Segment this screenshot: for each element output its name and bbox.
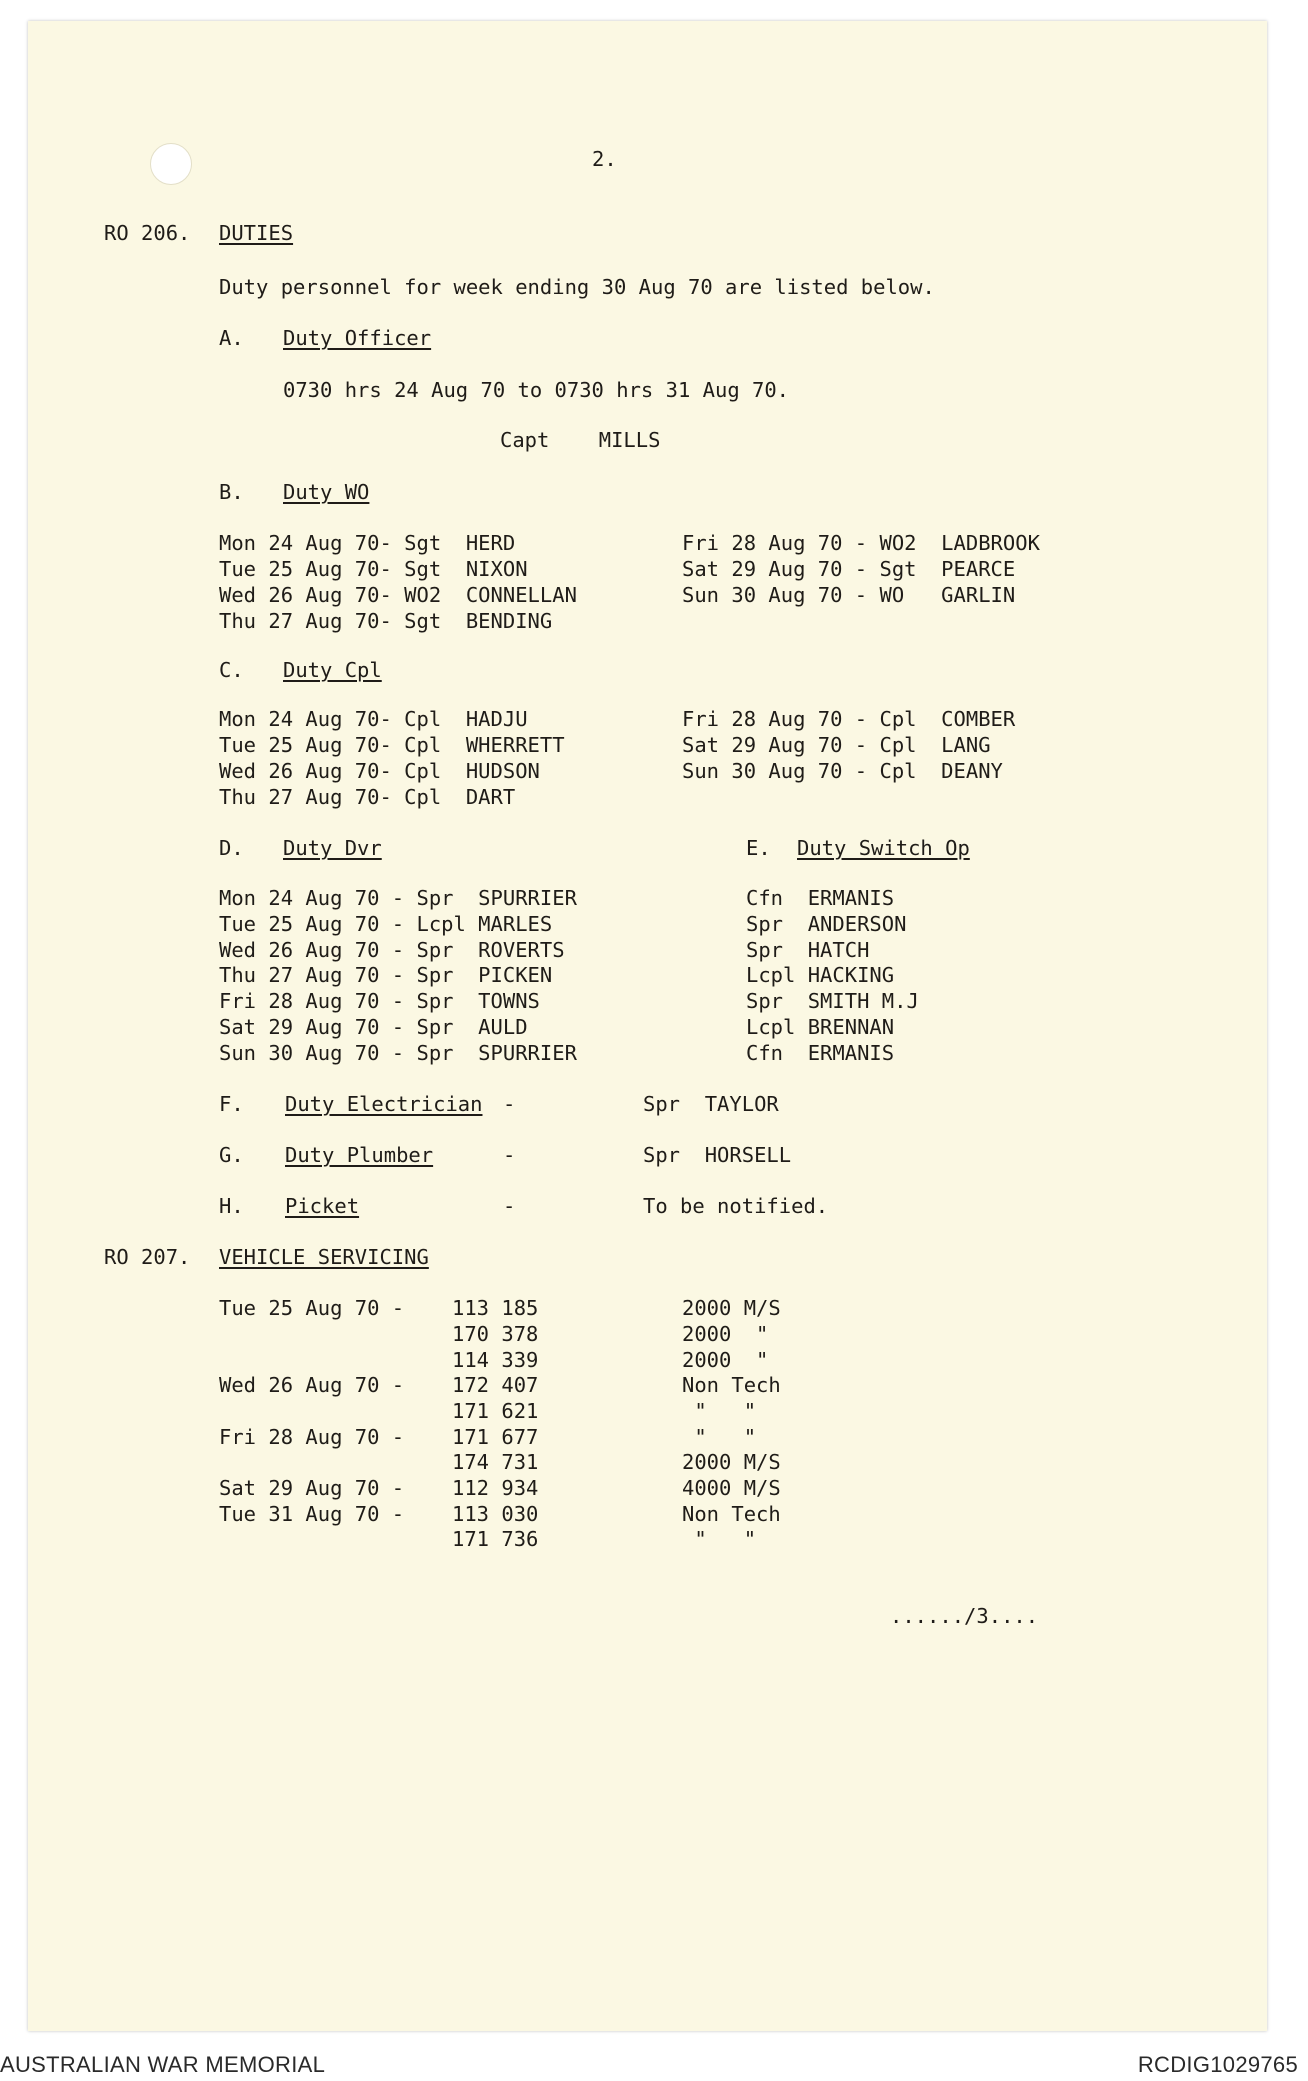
footer-source: AUSTRALIAN WAR MEMORIAL — [0, 2052, 326, 2077]
section-f-dash: - — [503, 1092, 516, 1116]
vehicle-number: 172 407 — [452, 1373, 539, 1397]
section-c-title: Duty Cpl — [283, 658, 382, 682]
duty-switch-op-row: Cfn ERMANIS — [746, 1041, 895, 1065]
service-type: " " — [682, 1399, 757, 1423]
service-type: 2000 M/S — [682, 1450, 781, 1474]
section-d-letter: D. — [219, 836, 244, 860]
picket: To be notified. — [643, 1194, 829, 1218]
vehicle-number: 170 378 — [452, 1322, 539, 1346]
duty-officer-name: Capt MILLS — [500, 428, 661, 452]
ro206-intro: Duty personnel for week ending 30 Aug 70 are listed below. — [219, 275, 935, 299]
punch-hole — [150, 143, 192, 185]
duty-cpl-row: Wed 26 Aug 70- Cpl HUDSON — [219, 759, 540, 783]
duty-wo-row: Sat 29 Aug 70 - Sgt PEARCE — [682, 557, 1016, 581]
section-g-title: Duty Plumber — [285, 1143, 434, 1167]
duty-switch-op-row: Spr ANDERSON — [746, 912, 907, 936]
vehicle-number: 174 731 — [452, 1450, 539, 1474]
vehicle-number: 112 934 — [452, 1476, 539, 1500]
section-h-letter: H. — [219, 1194, 244, 1218]
duty-plumber: Spr HORSELL — [643, 1143, 792, 1167]
service-type: Non Tech — [682, 1373, 781, 1397]
continuation-marker: ....../3.... — [890, 1604, 1039, 1628]
duty-wo-row: Tue 25 Aug 70- Sgt NIXON — [219, 557, 528, 581]
duty-wo-row: Wed 26 Aug 70- WO2 CONNELLAN — [219, 583, 577, 607]
section-c-letter: C. — [219, 658, 244, 682]
duty-wo-row: Fri 28 Aug 70 - WO2 LADBROOK — [682, 531, 1040, 555]
duty-dvr-row: Mon 24 Aug 70 - Spr SPURRIER — [219, 886, 577, 910]
service-type: " " — [682, 1425, 757, 1449]
vehicle-number: 171 736 — [452, 1527, 539, 1551]
vehicle-number: 114 339 — [452, 1348, 539, 1372]
servicing-date: Wed 26 Aug 70 - — [219, 1373, 405, 1397]
service-type: 2000 " — [682, 1322, 769, 1346]
servicing-date: Tue 31 Aug 70 - — [219, 1502, 405, 1526]
servicing-date: Sat 29 Aug 70 - — [219, 1476, 405, 1500]
service-type: 2000 M/S — [682, 1296, 781, 1320]
service-type: 2000 " — [682, 1348, 769, 1372]
duty-dvr-row: Wed 26 Aug 70 - Spr ROVERTS — [219, 938, 565, 962]
duty-dvr-row: Tue 25 Aug 70 - Lcpl MARLES — [219, 912, 553, 936]
section-a-title: Duty Officer — [283, 326, 432, 350]
duty-dvr-row: Fri 28 Aug 70 - Spr TOWNS — [219, 989, 540, 1013]
vehicle-number: 113 185 — [452, 1296, 539, 1320]
duty-wo-row: Sun 30 Aug 70 - WO GARLIN — [682, 583, 1016, 607]
service-type: " " — [682, 1527, 757, 1551]
document-page — [28, 21, 1267, 2031]
duty-wo-row: Mon 24 Aug 70- Sgt HERD — [219, 531, 516, 555]
vehicle-number: 171 677 — [452, 1425, 539, 1449]
duty-switch-op-row: Spr HATCH — [746, 938, 870, 962]
ro206-number: RO 206. — [104, 221, 191, 245]
section-f-title: Duty Electrician — [285, 1092, 483, 1116]
section-b-title: Duty WO — [283, 480, 370, 504]
duty-officer-period: 0730 hrs 24 Aug 70 to 0730 hrs 31 Aug 70. — [283, 378, 790, 402]
service-type: 4000 M/S — [682, 1476, 781, 1500]
duty-switch-op-row: Spr SMITH M.J — [746, 989, 919, 1013]
duty-dvr-row: Sat 29 Aug 70 - Spr AULD — [219, 1015, 528, 1039]
duty-dvr-row: Sun 30 Aug 70 - Spr SPURRIER — [219, 1041, 577, 1065]
section-e-title: Duty Switch Op — [797, 836, 970, 860]
ro207-number: RO 207. — [104, 1245, 191, 1269]
footer-id: RCDIG1029765 — [1137, 2052, 1298, 2077]
duty-electrician: Spr TAYLOR — [643, 1092, 779, 1116]
section-a-letter: A. — [219, 326, 244, 350]
duty-cpl-row: Mon 24 Aug 70- Cpl HADJU — [219, 707, 528, 731]
duty-cpl-row: Fri 28 Aug 70 - Cpl COMBER — [682, 707, 1016, 731]
servicing-date: Fri 28 Aug 70 - — [219, 1425, 405, 1449]
servicing-date: Tue 25 Aug 70 - — [219, 1296, 405, 1320]
page-number: 2. — [592, 147, 617, 171]
duty-wo-row: Thu 27 Aug 70- Sgt BENDING — [219, 609, 553, 633]
section-b-letter: B. — [219, 480, 244, 504]
service-type: Non Tech — [682, 1502, 781, 1526]
duty-cpl-row: Sun 30 Aug 70 - Cpl DEANY — [682, 759, 1003, 783]
section-g-letter: G. — [219, 1143, 244, 1167]
vehicle-number: 113 030 — [452, 1502, 539, 1526]
duty-switch-op-row: Lcpl HACKING — [746, 963, 895, 987]
ro206-heading: DUTIES — [219, 221, 294, 245]
duty-cpl-row: Tue 25 Aug 70- Cpl WHERRETT — [219, 733, 565, 757]
vehicle-number: 171 621 — [452, 1399, 539, 1423]
section-h-dash: - — [503, 1194, 516, 1218]
ro207-heading: VEHICLE SERVICING — [219, 1245, 429, 1269]
section-d-title: Duty Dvr — [283, 836, 382, 860]
duty-cpl-row: Sat 29 Aug 70 - Cpl LANG — [682, 733, 991, 757]
duty-switch-op-row: Lcpl BRENNAN — [746, 1015, 895, 1039]
section-f-letter: F. — [219, 1092, 244, 1116]
section-h-title: Picket — [285, 1194, 360, 1218]
section-g-dash: - — [503, 1143, 516, 1167]
duty-dvr-row: Thu 27 Aug 70 - Spr PICKEN — [219, 963, 553, 987]
section-e-letter: E. — [746, 836, 771, 860]
duty-cpl-row: Thu 27 Aug 70- Cpl DART — [219, 785, 516, 809]
duty-switch-op-row: Cfn ERMANIS — [746, 886, 895, 910]
